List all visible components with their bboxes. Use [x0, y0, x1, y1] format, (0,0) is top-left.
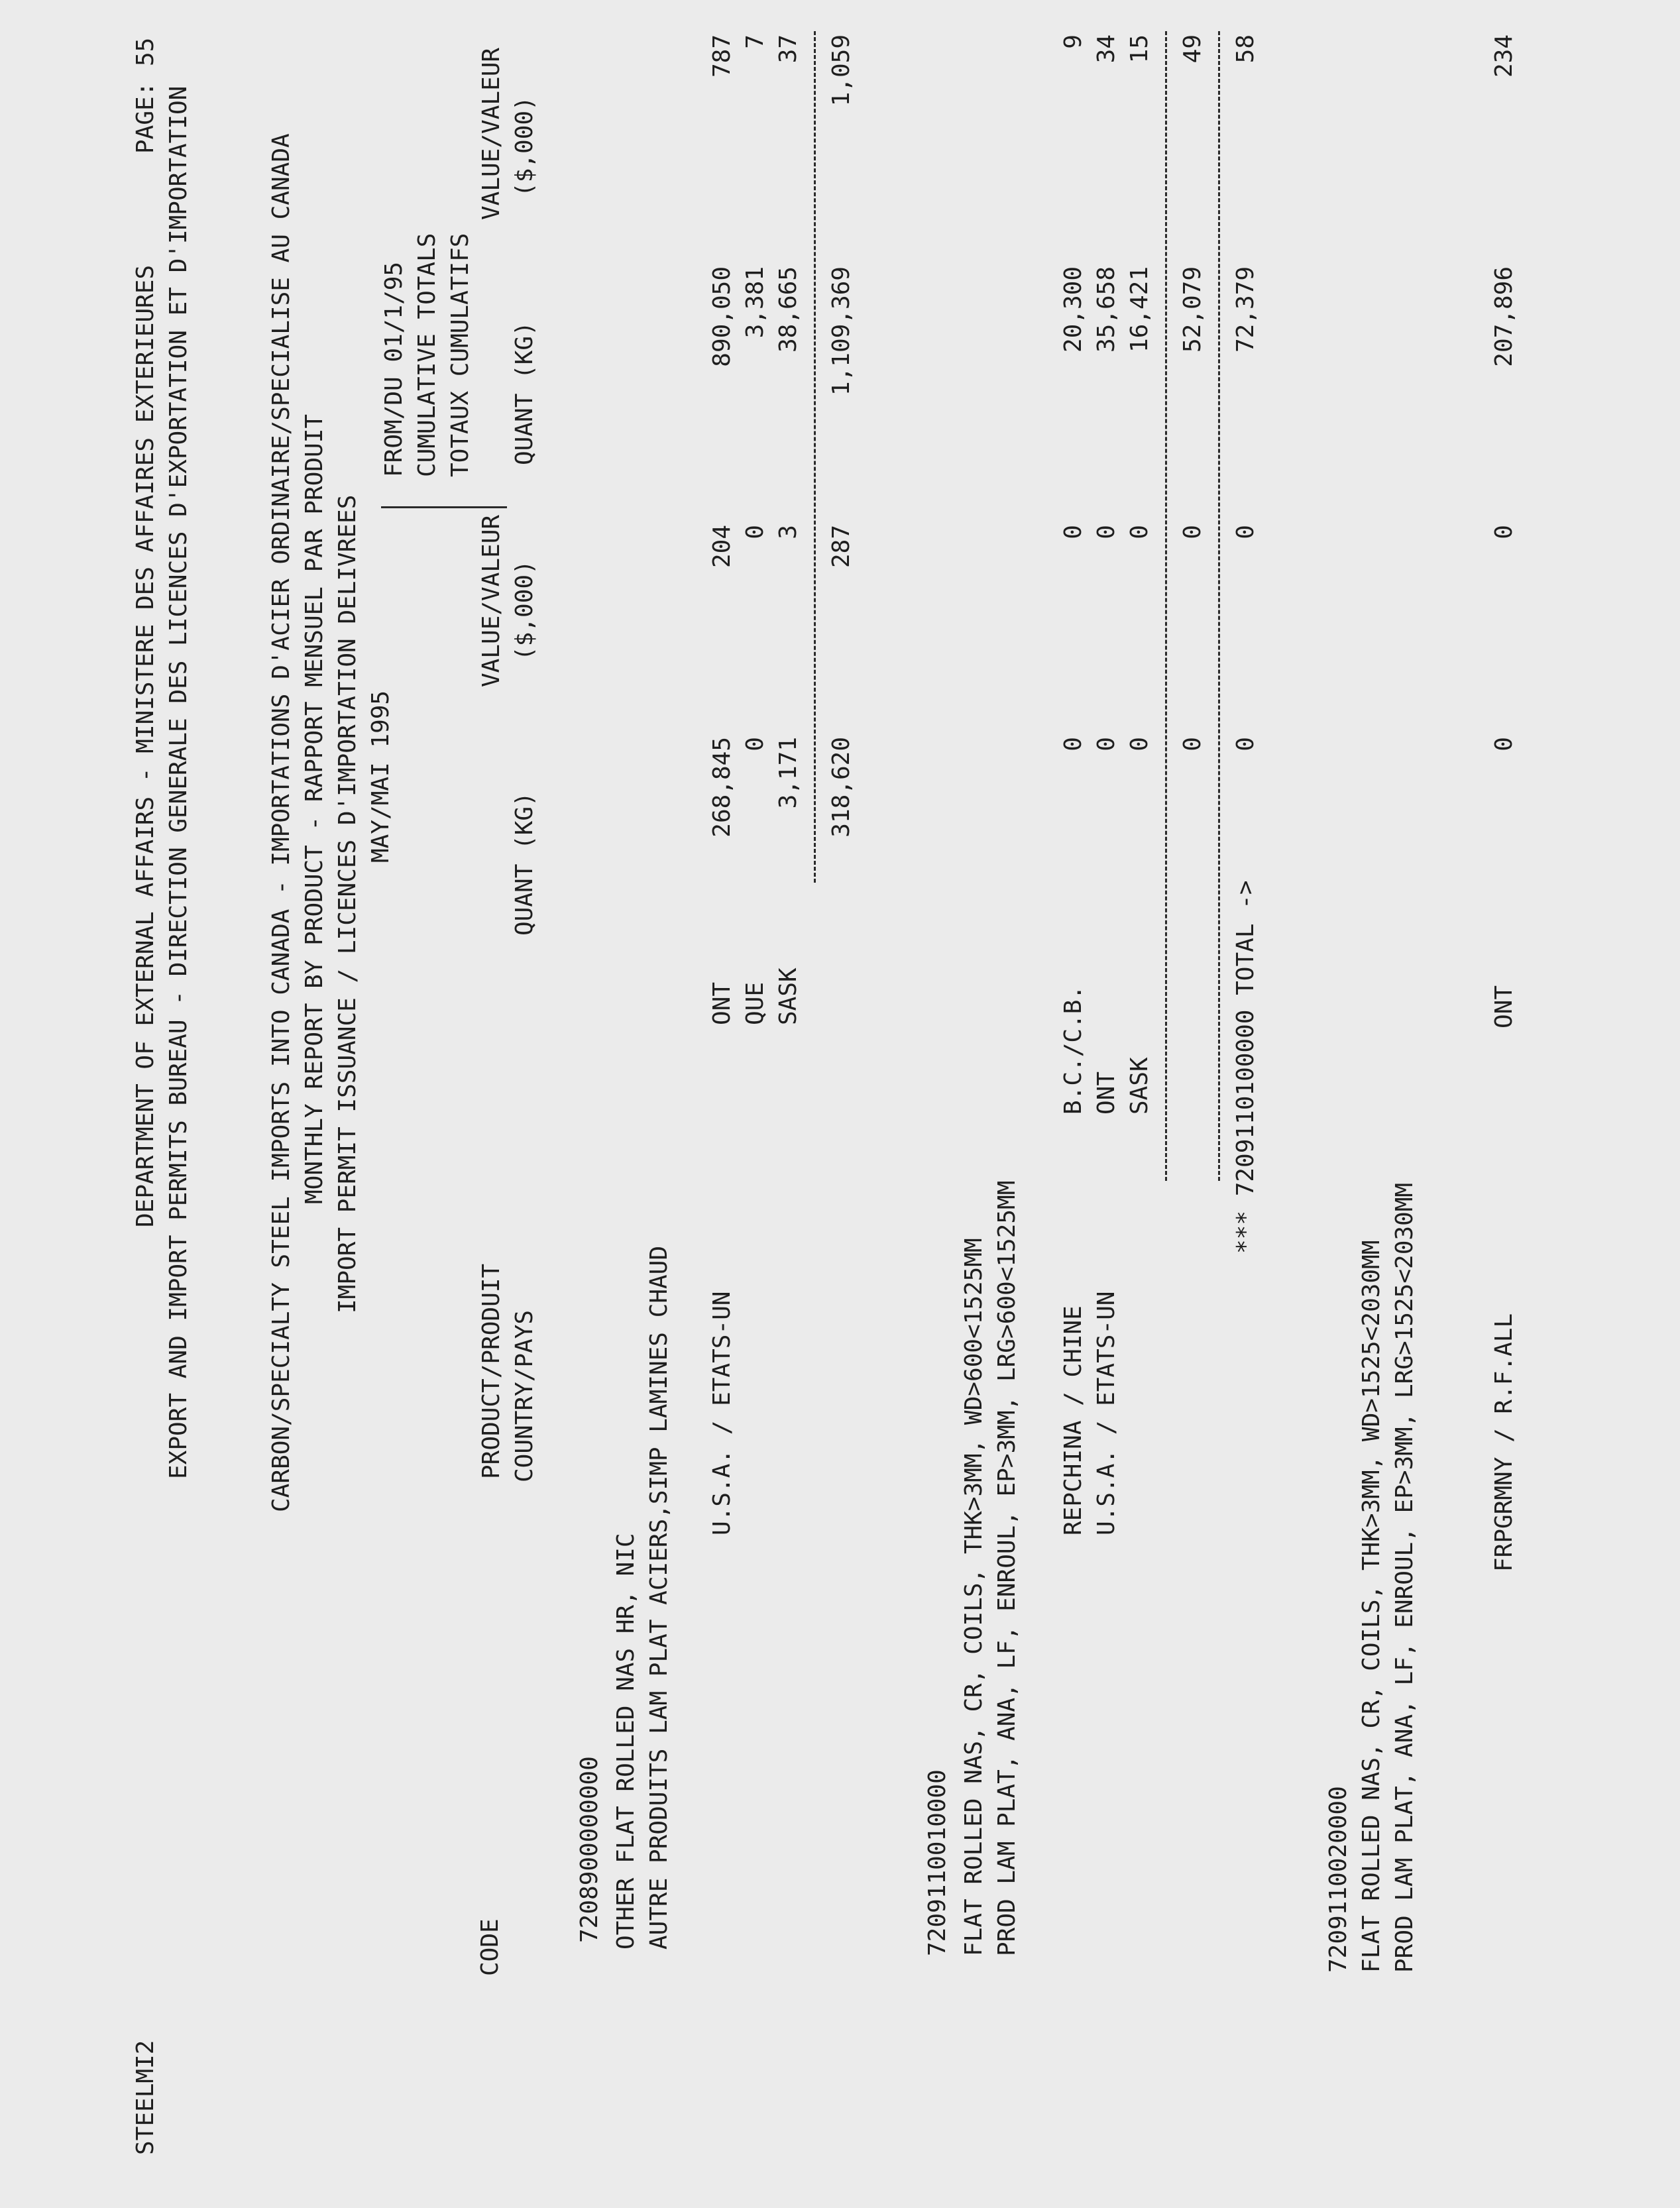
subtotal-value: 287: [828, 525, 855, 569]
total-cum-quantity: 72,379: [1232, 266, 1259, 353]
product-description-en: FLAT ROLLED NAS, CR, COILS, THK>3MM, WD>1525<2030MM: [1358, 1240, 1385, 1973]
column-divider: [381, 506, 507, 508]
country-name: REPCHINA / CHINE: [1060, 1305, 1087, 1535]
product-description-fr: PROD LAM PLAT, ANA, LF, ENROUL, EP>3MM, LRG>1525<2030MM: [1391, 1182, 1418, 1973]
title-line-2: MONTHLY REPORT BY PRODUCT - RAPPORT MENSUEL PAR PRODUIT: [301, 414, 328, 1204]
title-line-3: IMPORT PERMIT ISSUANCE / LICENCES D'IMPORTATION DELIVREES: [334, 494, 361, 1313]
province: QUE: [742, 981, 769, 1025]
cumulative-quantity: 16,421: [1126, 266, 1153, 353]
subtotal-quantity: 0: [1179, 737, 1206, 751]
quantity-value: 0: [742, 737, 769, 751]
country-name: FRPGRMNY / R.F.ALL: [1490, 1313, 1518, 1572]
quantity-value: 3,171: [775, 737, 802, 809]
cumulative-quantity: 35,658: [1093, 266, 1120, 353]
cumulative-value: 9: [1060, 34, 1087, 49]
total-rule: [1218, 31, 1220, 1181]
province: SASK: [1126, 1057, 1153, 1115]
province: B.C./C.B.: [1060, 985, 1087, 1115]
product-code: 7209110010000: [924, 1769, 951, 1956]
dollar-value: 3: [775, 525, 802, 539]
quantity-value: 0: [1060, 737, 1087, 751]
cumulative-value: 787: [708, 34, 736, 78]
product-description-fr: PROD LAM PLAT, ANA, LF, ENROUL, EP>3MM, LRG>600<1525MM: [993, 1180, 1021, 1956]
cumulative-value: 34: [1093, 34, 1120, 64]
province: ONT: [708, 981, 736, 1025]
title-line-1: CARBON/SPECIALTY STEEL IMPORTS INTO CANADA - IMPORTATIONS D'ACIER ORDINAIRE/SPECIALISE AU CANADA: [268, 133, 295, 1512]
page-label: PAGE:: [132, 82, 159, 154]
cumulative-quantity: 38,665: [775, 266, 802, 353]
country-name: U.S.A. / ETATS-UN: [708, 1291, 736, 1535]
province: SASK: [775, 967, 802, 1025]
dollar-value: 204: [708, 525, 736, 569]
cumulative-quantity: 207,896: [1490, 266, 1518, 367]
cumulative-quantity: 890,050: [708, 266, 736, 367]
subtotal-quantity: 318,620: [828, 737, 855, 838]
bureau-line: EXPORT AND IMPORT PERMITS BUREAU - DIRECTION GENERALE DES LICENCES D'EXPORTATION ET D'IMPORTATION: [165, 85, 192, 1479]
province: ONT: [1093, 1071, 1120, 1115]
province: ONT: [1490, 985, 1518, 1028]
product-description-en: FLAT ROLLED NAS, CR, COILS, THK>3MM, WD>600<1525MM: [960, 1238, 987, 1956]
code-column-header: CODE: [476, 1918, 504, 1976]
cumulative-value: 37: [775, 34, 802, 64]
subtotal-cum-quantity: 52,079: [1179, 266, 1206, 353]
cumulative-value: 234: [1490, 34, 1518, 78]
quant-column-header: QUANT (KG): [511, 792, 538, 936]
cumulative-quantity: 3,381: [742, 266, 769, 339]
total-cum-value: 58: [1232, 34, 1259, 64]
from-date: FROM/DU 01/1/95: [380, 261, 408, 477]
cumulative-totals-fr: TOTAUX CUMULATIFS: [447, 233, 474, 477]
product-description-fr: AUTRE PRODUITS LAM PLAT ACIERS,SIMP LAMINES CHAUD: [645, 1245, 673, 1950]
subtotal-rule: [814, 31, 816, 883]
cumulative-value: 7: [742, 34, 769, 49]
subtotal-cum-value: 49: [1179, 34, 1206, 64]
page-number: 55: [132, 37, 159, 66]
country-column-header: COUNTRY/PAYS: [511, 1309, 538, 1482]
subtotal-value: 0: [1179, 525, 1206, 539]
product-column-header: PRODUCT/PRODUIT: [478, 1263, 505, 1479]
cum-value-unit-header: ($,000): [511, 96, 538, 197]
department-line: DEPARTMENT OF EXTERNAL AFFAIRS - MINISTERE DES AFFAIRES EXTERIEURES: [132, 264, 159, 1227]
total-label: *** 7209110100000 TOTAL ->: [1232, 880, 1259, 1254]
report-period: MAY/MAI 1995: [367, 690, 394, 863]
product-description-en: OTHER FLAT ROLLED NAS HR, NIC: [612, 1533, 640, 1950]
quantity-value: 268,845: [708, 737, 736, 838]
value-column-header: VALUE/VALEUR: [478, 514, 505, 687]
cum-value-column-header: VALUE/VALEUR: [478, 47, 505, 220]
total-quantity: 0: [1232, 737, 1259, 751]
quantity-value: 0: [1093, 737, 1120, 751]
dollar-value: 0: [1126, 525, 1153, 539]
cum-quant-column-header: QUANT (KG): [511, 321, 538, 465]
total-value: 0: [1232, 525, 1259, 539]
cumulative-quantity: 20,300: [1060, 266, 1087, 353]
report-id: STEELMI2: [132, 2040, 159, 2155]
dollar-value: 0: [1490, 525, 1518, 539]
subtotal-cum-value: 1,059: [828, 34, 855, 107]
quantity-value: 0: [1490, 737, 1518, 751]
dollar-value: 0: [742, 525, 769, 539]
dollar-value: 0: [1093, 525, 1120, 539]
subtotal-rule: [1165, 31, 1167, 1181]
product-code: 7209110020000: [1325, 1786, 1352, 1973]
cumulative-totals-en: CUMULATIVE TOTALS: [414, 233, 441, 477]
country-name: U.S.A. / ETATS-UN: [1093, 1291, 1120, 1535]
cumulative-value: 15: [1126, 34, 1153, 64]
product-code: 7208900000000: [576, 1756, 603, 1943]
quantity-value: 0: [1126, 737, 1153, 751]
subtotal-cum-quantity: 1,109,369: [828, 266, 855, 396]
value-unit-header: ($,000): [511, 560, 538, 661]
dollar-value: 0: [1060, 525, 1087, 539]
